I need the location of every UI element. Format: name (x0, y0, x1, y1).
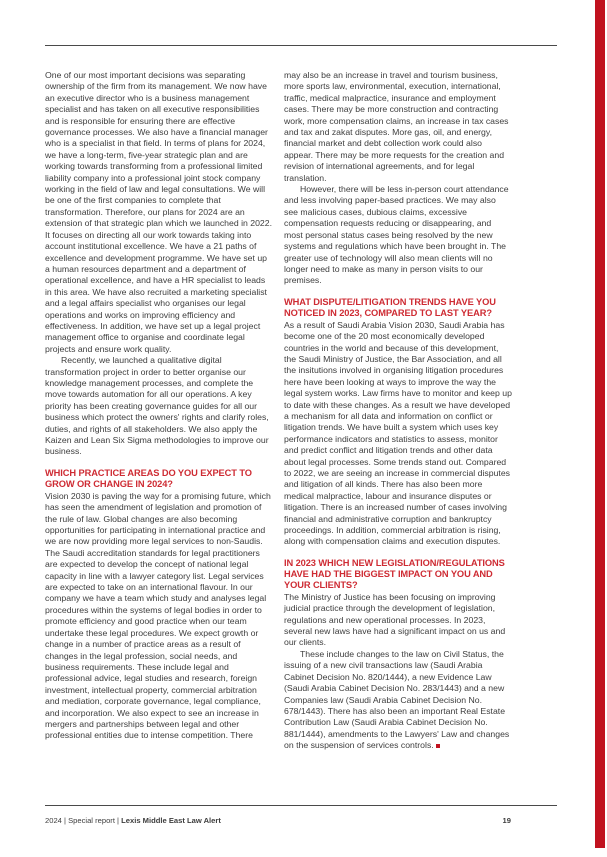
question-heading-new-legislation: IN 2023 WHICH NEW LEGISLATION/REGULATIONS HAVE HAD THE BIGGEST IMPACT ON YOU AND YOUR CLIENTS? (284, 557, 505, 590)
end-of-article-marker-icon (436, 744, 441, 749)
paragraph: However, there will be less in-person court attendance and less involving paper-based practices. We may also see malicious cases, dubious claims, excessive compensation requests reducing or disappearing, and most personal status cases being resolved by the new systems and regulations which have been brought in. The greater use of technology will also mean clients will no longer need to make as many in person visits to our premises. (284, 184, 509, 286)
footer-report-info-plain: 2024 | Special report | (45, 816, 122, 825)
paragraph: Recently, we launched a qualitative digital transformation project in order to better organise our knowledge management processes, and complete the move towards automation for all our operations. A key priority has been creating governance guides for all our business which protect the owners' rights and clarify roles, duties, and rights of all stakeholders. We also apply the Kaizen and Lean Six Sigma methodologies to improve our business. (45, 355, 269, 457)
paragraph: As a result of Saudi Arabia Vision 2030, Saudi Arabia has become one of the 20 most economically developed countries in the world and because of this development, the Saudi Ministry of Justice, the Bar Association, and all the insitutions involved in organising litigation procedures here have been looking at ways to improve the way the legal system works. Law firms have to monitor and keep up to date with these changes. As a result we have developed a mechanism for all data and information on conflict or litigation trends. We have built a system which uses key performance indicators and statistics to assess, monitor and predict conflict and litigation trends and other data about legal processes. Some trends stand out. Compared to 2022, we are seeing an increase in commercial disputes and litigation of all kinds. There has also been more medical malpractice, labour and insurance disputes or litigation. There is an increased number of cases involving financial and administrative corruption and bankruptcy proceedings. In addition, commercial arbitration is rising, along with compensation claims and execution disputes. (284, 319, 512, 547)
paragraph: may also be an increase in travel and tourism business, more sports law, environmental, execution, international, traffic, medical malpractice, insurance and employment cases. There may be more construction and contracting work, more compensation claims, an increase in tax cases and tax and zakat disputes. More gas, oil, and energy, financial market and debt collection work could also appear. There may be more requests for the creation and revision of international agreements, and for legal translation. (284, 70, 509, 183)
paragraph: One of our most important decisions was separating ownership of the firm from its management. We now have an executive director who is a business management specialist and has taken on all executive responsibilities and is responsible for ensuring there are effective governance processes. We also have a financial manager who is a specialist in that field. In terms of plans for 2024, we have a long-term, five-year strategic plan and are working towards transforming from a professional limited liability company into a professional joint stock company working in the field of law and legal consultations. We will be one of the first companies to complete that transformation. Therefore, our plans for 2024 are an extension of that strategic plan which we launched in 2022. It focuses on directing all our work towards taking into account institutional excellence. We have a 21 paths of excellence and development programme. We have set up a human resources department and a department of operational excellence, and have a HR specialist to leads in this area. We have also recruited a marketing specialist and a legal affairs specialist who organises our legal operations and works on improving efficiency and effectiveness. In addition, we have set up a legal project management office to organise and coordinate legal projects and ensure work quality. (45, 70, 272, 354)
footer-rule (45, 805, 557, 806)
question-heading-practice-areas: WHICH PRACTICE AREAS DO YOU EXPECT TO GROW OR CHANGE IN 2024? (45, 467, 252, 489)
footer-publication-name: Lexis Middle East Law Alert (121, 816, 221, 825)
left-column (45, 70, 273, 752)
paragraph: Vision 2030 is paving the way for a promising future, which has seen the amendment of legislation and promotion of the rule of law. Global changes are also becoming opportunities for participating in international practice and we are now providing more legal services to non-Saudis. The Saudi accreditation standards for legal practitioners are expected to develop the concept of national legal capacity in line with a lawyer category list. Legal services are expected to take on an international flavour. In our company we have a team which study and analyses legal procedures within the systems of legal bodies in order to promote efficiency and good practice when our team undertake these legal procedures. We expect growth or change in a number of practice areas as a result of changes in the legal profession, social needs, and business requirements. These include legal and professional advice, legal studies and research, foreign investment, intellectual property, commercial arbitration and mediation, corporate governance, legal compliance, and incorporation. We also expect to see an increase in mergers and partnerships between legal and other professional entities due to intense competition. There (45, 490, 271, 741)
top-rule (45, 45, 557, 46)
right-column (284, 70, 512, 752)
footer (45, 816, 557, 825)
accent-side-bar (595, 0, 605, 848)
page-number: 19 (502, 816, 511, 825)
question-heading-litigation-trends: WHAT DISPUTE/LITIGATION TRENDS HAVE YOU NOTICED IN 2023, COMPARED TO LAST YEAR? (284, 296, 496, 318)
paragraph-text: These include changes to the law on Civil Status, the issuing of a new civil transactions law (Saudi Arabia Cabinet Decision No. 820/1444), a new Evidence Law (Saudi Arabia Cabinet Decision No. 283/1443) and a new Companies law (Saudi Arabia Cabinet Decision No. 678/1443). There has also been an important Real Estate Contribution Law (Saudi Arabia Cabinet Decision No. 881/1444), amendments to the Lawyers' Law and changes on the suspension of services controls. (284, 648, 510, 751)
paragraph (284, 649, 512, 752)
paragraph: The Ministry of Justice has been focusing on improving judicial practice through the development of legislation, regulations and new operational processes. In 2023, several new laws have had a significant impact on us and our clients. (284, 591, 506, 648)
article-body (45, 70, 512, 752)
footer-report-info (45, 816, 221, 825)
